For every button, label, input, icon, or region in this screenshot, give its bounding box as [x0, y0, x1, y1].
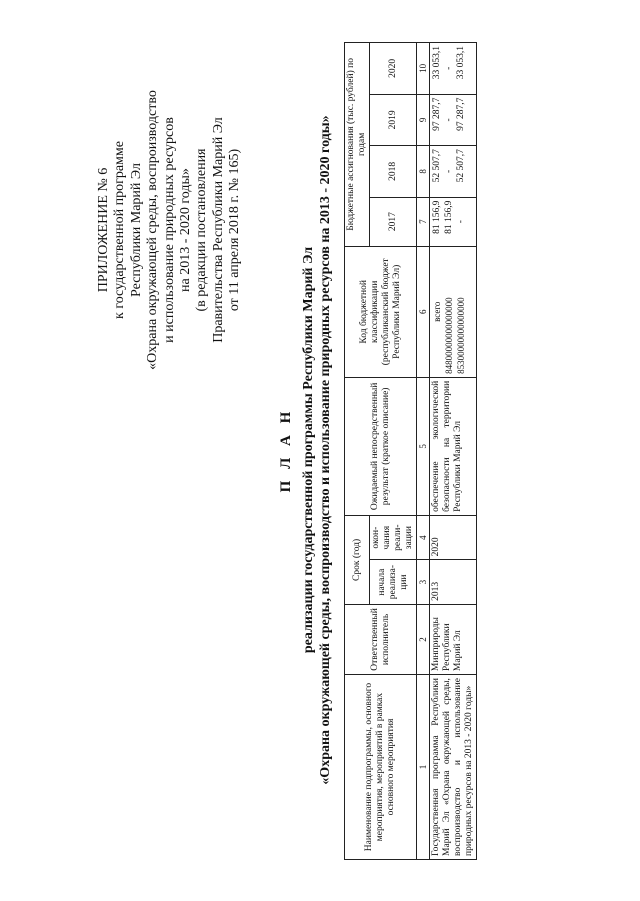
budget-value: - [444, 118, 454, 122]
column-number: 6 [417, 246, 430, 377]
appendix-line: «Охрана окружающей среды, воспроизводство [145, 90, 161, 370]
header-year: 2019 [370, 94, 417, 145]
column-number: 5 [417, 377, 430, 515]
code-total: всего [432, 301, 442, 322]
row-2018 [430, 146, 477, 197]
code-value: 84800000000000000 [444, 297, 454, 374]
row-result: обеспечение экологической безопасности на территории Республики Марий Эл [430, 377, 477, 515]
column-number: 4 [417, 515, 430, 559]
appendix-line: от 11 апреля 2018 г. № 165) [227, 148, 243, 312]
column-number: 3 [417, 560, 430, 604]
row-end: 2020 [430, 515, 477, 559]
appendix-line: Правительства Республики Марий Эл [210, 117, 226, 343]
table-header-row [345, 43, 370, 860]
header-term-end: окон-чания реали-зации [370, 515, 417, 559]
budget-value: 81 156,9 [444, 200, 454, 234]
budget-value: 52 507,7 [432, 149, 442, 183]
header-year: 2018 [370, 146, 417, 197]
column-number: 2 [417, 604, 430, 674]
document-page [0, 10, 640, 890]
appendix-line: Республики Марий Эл [128, 163, 144, 297]
budget-value: - [444, 66, 454, 70]
budget-value: 33 053,1 [456, 46, 466, 80]
header-year: 2017 [370, 197, 417, 246]
row-2020 [430, 43, 477, 95]
header-name: Наименование подпрограммы, основного мероприятия, мероприятий в рамках основного мероприятия [345, 675, 417, 860]
header-executor: Ответственный исполнитель [345, 604, 417, 674]
document-title: П Л А Н [278, 407, 294, 493]
budget-value: 33 053,1 [432, 46, 442, 80]
appendix-line: и использование природных ресурсов [161, 117, 177, 343]
column-number-row [417, 43, 430, 860]
document-subtitle-line-2: «Охрана окружающей среды, воспроизводство и использование природных ресурсов на 2013 - 2020 годы» [318, 115, 333, 785]
budget-value: 97 287,7 [456, 97, 466, 131]
appendix-line: (в редакции постановления [194, 148, 210, 312]
header-result: Ожидаемый непосредственный результат (краткое описание) [345, 377, 417, 515]
column-number: 10 [417, 43, 430, 95]
row-2019 [430, 94, 477, 145]
row-executor: Минприроды Республики Марий Эл [430, 604, 477, 674]
budget-value: 81 156,9 [432, 200, 442, 234]
code-value: 85300000000000000 [456, 297, 466, 374]
plan-table [344, 42, 477, 860]
table-row [430, 43, 477, 860]
header-term: Срок (год) [345, 515, 370, 604]
header-code: Код бюджетной классификации (республиканский бюджет Республики Марий Эл) [345, 246, 417, 377]
appendix-header [96, 80, 244, 380]
column-number: 7 [417, 197, 430, 246]
row-2017 [430, 197, 477, 246]
budget-value: - [456, 220, 466, 224]
budget-value: 52 507,7 [456, 149, 466, 183]
header-term-start: начала реализа-ции [370, 560, 417, 604]
appendix-line: к государственной программе [112, 141, 128, 319]
budget-value: 97 287,7 [432, 97, 442, 131]
column-number: 9 [417, 94, 430, 145]
row-codes [430, 246, 477, 377]
budget-value: - [444, 169, 454, 173]
header-year: 2020 [370, 43, 417, 95]
column-number: 1 [417, 675, 430, 860]
header-budget: Бюджетные ассигнования (тыс. рублей) по годам [345, 43, 370, 247]
row-start: 2013 [430, 560, 477, 604]
appendix-line: ПРИЛОЖЕНИЕ № 6 [96, 167, 111, 293]
column-number: 8 [417, 146, 430, 197]
appendix-line: на 2013 - 2020 годы» [178, 168, 194, 292]
row-name: Государственная программа Республики Марий Эл «Охрана окружающей среды, воспроизводство и использование природных ресурсов на 2013 - 2020 годы» [430, 675, 477, 860]
document-subtitle-line-1: реализации государственной программы Республики Марий Эл [301, 246, 316, 654]
